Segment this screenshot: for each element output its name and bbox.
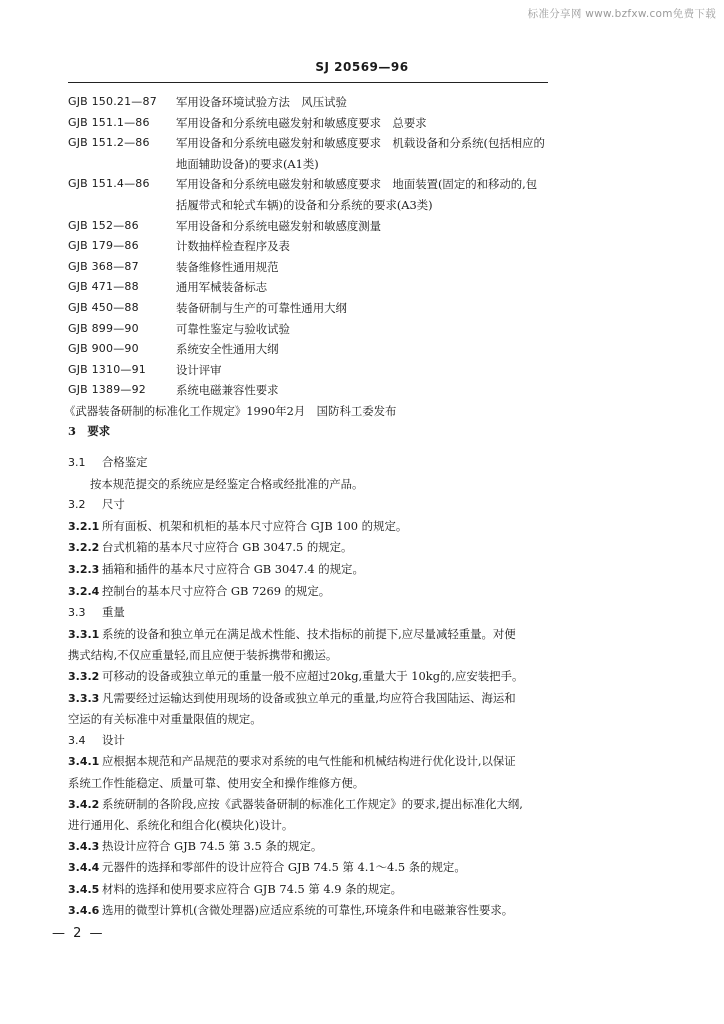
reference-row <box>68 133 548 174</box>
reference-title: 计数抽样检查程序及表 <box>176 239 290 254</box>
clause-continuation: 空运的有关标准中对重量限值的规定。 <box>68 712 262 727</box>
page-body <box>64 92 548 922</box>
clause-item <box>68 688 548 710</box>
clause-text: 控制台的基本尺寸应符合 GB 7269 的规定。 <box>102 583 331 598</box>
reference-row <box>68 339 548 360</box>
publication-note: 《武器装备研制的标准化工作规定》1990年2月 国防科工委发布 <box>64 403 397 418</box>
reference-code: GJB 151.1—86 <box>68 115 150 129</box>
clause-item <box>68 857 548 879</box>
clause-number: 3.4.6 <box>68 904 100 918</box>
clause-text: 选用的微型计算机(含微处理器)应适应系统的可靠性,环境条件和电磁兼容性要求。 <box>102 903 514 918</box>
clause-title: 合格鉴定 <box>102 455 148 469</box>
clause-text: 系统研制的各阶段,应按《武器装备研制的标准化工作规定》的要求,提出标准化大纲, <box>102 796 523 811</box>
reference-title: 军用设备和分系统电磁发射和敏感度测量 <box>176 218 382 233</box>
clause-heading <box>68 494 548 516</box>
reference-code: GJB 450—88 <box>68 300 139 314</box>
reference-title: 军用设备和分系统电磁发射和敏感度要求 地面装置(固定的和移动的,包括履带式和轮式车辆)的设备和分系统的要求(A3类) <box>176 177 538 212</box>
reference-row <box>68 380 548 401</box>
reference-row <box>68 216 548 237</box>
page-number: — 2 — <box>52 926 105 941</box>
reference-title: 军用设备和分系统电磁发射和敏感度要求 总要求 <box>176 115 427 130</box>
clause-text: 热设计应符合 GJB 74.5 第 3.5 条的规定。 <box>102 838 323 853</box>
clause-heading <box>68 730 548 752</box>
reference-title: 装备维修性通用规范 <box>176 259 279 274</box>
reference-row <box>68 360 548 381</box>
reference-code: GJB 152—86 <box>68 218 139 232</box>
clause-heading <box>68 602 548 624</box>
clause-number: 3.3.2 <box>68 669 100 683</box>
reference-code: GJB 471—88 <box>68 280 139 294</box>
clause-text: 插箱和插件的基本尺寸应符合 GB 3047.4 的规定。 <box>102 561 364 576</box>
clause-continuation: 系统工作性能稳定、质量可靠、使用安全和操作维修方便。 <box>68 775 365 790</box>
reference-code: GJB 150.21—87 <box>68 95 157 108</box>
clause-heading <box>68 452 548 474</box>
clause-text: 应根据本规范和产品规范的要求对系统的电气性能和机械结构进行优化设计,以保证 <box>102 754 516 769</box>
clause-text: 凡需要经过运输达到使用现场的设备或独立单元的重量,均应符合我国陆运、海运和 <box>102 690 516 705</box>
reference-code: GJB 899—90 <box>68 321 139 335</box>
clause-number: 3.3.1 <box>68 627 100 641</box>
reference-code: GJB 368—87 <box>68 259 139 273</box>
clause-item <box>68 624 548 646</box>
clause-text: 按本规范提交的系统应是经鉴定合格或经批准的产品。 <box>90 476 364 491</box>
clause-number: 3.4.4 <box>68 861 100 875</box>
clause-number: 3.2.3 <box>68 562 100 576</box>
clause-number: 3.2 <box>68 498 86 512</box>
reference-row <box>68 174 548 215</box>
reference-code: GJB 151.4—86 <box>68 177 150 191</box>
clause-item <box>68 900 548 922</box>
reference-title: 军用设备和分系统电磁发射和敏感度要求 机载设备和分系统(包括相应的地面辅助设备)的要求(A1类) <box>176 136 545 171</box>
clause-number: 3.4 <box>68 733 86 747</box>
reference-code: GJB 900—90 <box>68 342 139 356</box>
reference-title: 军用设备环境试验方法 风压试验 <box>176 95 347 109</box>
reference-title: 系统电磁兼容性要求 <box>176 383 279 398</box>
reference-row <box>68 257 548 278</box>
clause-continuation: 进行通用化、系统化和组合化(模块化)设计。 <box>68 818 294 833</box>
reference-standards-list <box>68 92 548 401</box>
clause-text: 系统的设备和独立单元在满足战术性能、技术指标的前提下,应尽量减轻重量。对便 <box>102 626 516 641</box>
clause-item <box>68 836 548 858</box>
reference-code: GJB 1389—92 <box>68 383 147 397</box>
reference-row <box>68 113 548 134</box>
reference-code: GJB 179—86 <box>68 239 139 253</box>
clause-title: 设计 <box>102 732 125 747</box>
header-rule <box>68 82 548 83</box>
reference-code: GJB 1310—91 <box>68 362 147 376</box>
section-heading: 3 要求 <box>68 424 111 439</box>
clause-number: 3.2.4 <box>68 584 100 598</box>
clause-number: 3.3 <box>68 606 86 620</box>
clause-item <box>68 516 548 538</box>
clause-continuation: 携式结构,不仅应重量轻,而且应便于装拆携带和搬运。 <box>68 648 338 663</box>
reference-row <box>68 298 548 319</box>
clause-number: 3.4.3 <box>68 839 100 853</box>
clause-item <box>68 794 548 816</box>
clause-item <box>68 751 548 773</box>
clause-title: 重量 <box>102 605 125 620</box>
clause-item <box>68 559 548 581</box>
clause-number: 3.4.1 <box>68 755 100 769</box>
reference-title: 系统安全性通用大纲 <box>176 342 279 357</box>
reference-row <box>68 92 548 113</box>
clause-item <box>68 581 548 603</box>
clause-text: 元器件的选择和零部件的设计应符合 GJB 74.5 第 4.1～4.5 条的规定。 <box>102 860 466 875</box>
clause-text: 台式机箱的基本尺寸应符合 GB 3047.5 的规定。 <box>102 540 353 555</box>
clause-number: 3.2.2 <box>68 541 100 555</box>
clause-item <box>68 666 548 688</box>
standard-code-header: SJ 20569—96 <box>315 60 409 74</box>
clause-item <box>68 537 548 559</box>
clause-text: 所有面板、机架和机柜的基本尺寸应符合 GJB 100 的规定。 <box>102 518 408 533</box>
clause-title: 尺寸 <box>102 497 125 512</box>
reference-title: 设计评审 <box>176 362 222 377</box>
reference-row <box>68 236 548 257</box>
reference-row <box>68 277 548 298</box>
reference-title: 可靠性鉴定与验收试验 <box>176 321 290 336</box>
reference-title: 通用军械装备标志 <box>176 280 268 295</box>
clause-number: 3.3.3 <box>68 691 100 705</box>
clause-item <box>68 879 548 901</box>
reference-title: 装备研制与生产的可靠性通用大纲 <box>176 300 347 315</box>
clause-number: 3.1 <box>68 456 86 469</box>
watermark-text: 标准分享网 www.bzfxw.com免费下载 <box>527 8 716 20</box>
reference-row <box>68 319 548 340</box>
clause-number: 3.2.1 <box>68 519 100 533</box>
clause-number: 3.4.2 <box>68 797 100 811</box>
reference-code: GJB 151.2—86 <box>68 136 150 150</box>
clause-text: 可移动的设备或独立单元的重量一般不应超过20kg,重量大于 10kg的,应安装把手。 <box>102 668 524 683</box>
clause-text: 材料的选择和使用要求应符合 GJB 74.5 第 4.9 条的规定。 <box>102 881 403 896</box>
clause-number: 3.4.5 <box>68 882 100 896</box>
